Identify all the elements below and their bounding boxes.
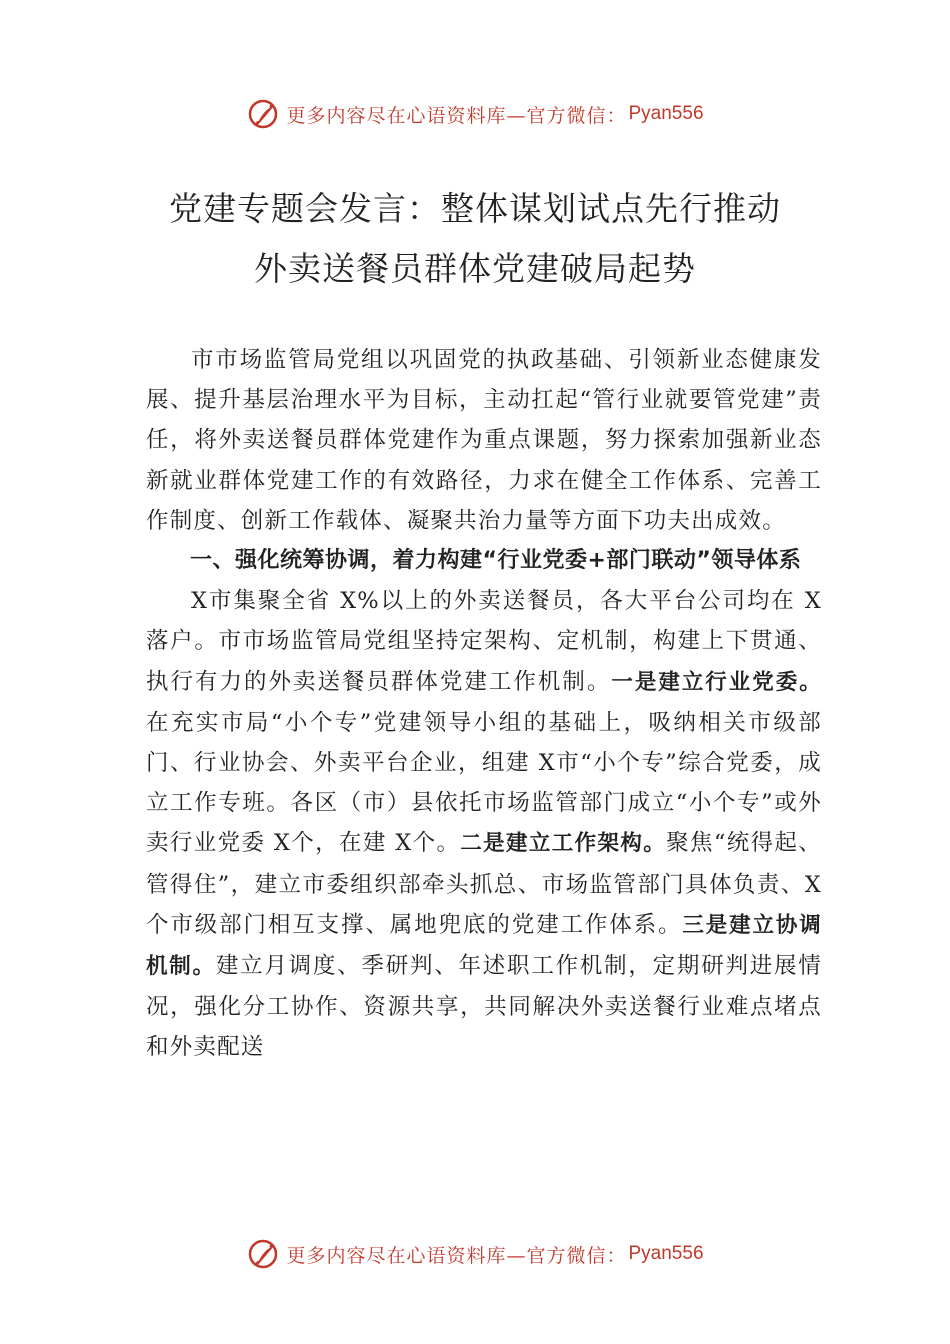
paragraph-text: 聚焦“统得起、管得住”，建立市委组织部牵头抓总、市场监管部门具体负责、X个市级部门相互支撑、属地兜底的党建工作体系。 (146, 830, 822, 938)
wechat-id: Pyan556 (628, 1243, 704, 1264)
bold-point-1: 一是建立行业党委。 (611, 669, 822, 695)
footer-banner (0, 1234, 950, 1274)
header-banner (0, 94, 950, 134)
document-title-line-2: 外卖送餐员群体党建破局起势 (254, 249, 696, 288)
paragraph-text: 在充实市局“小个专”党建领导小组的基础上，吸纳相关市级部门、行业协会、外卖平台企业，组建 X市“小个专”综合党委，成立工作专班。各区（市）县依托市场监管部门成立“小个专”或外卖行业党委 X个，在建 X个。 (146, 709, 822, 857)
section-paragraph (146, 581, 822, 1067)
banner-text: 更多内容尽在心语资料库—官方微信： (286, 104, 627, 127)
wechat-id: Pyan556 (628, 103, 704, 124)
quill-pen-logo-icon (246, 1237, 280, 1271)
document-title-line-1: 党建专题会发言：整体谋划试点先行推动 (169, 189, 781, 228)
section-heading: 一、强化统筹协调，着力构建“行业党委+部门联动”领导体系 (190, 548, 802, 574)
paragraph-text: 建立月调度、季研判、年述职工作机制，定期研判进展情况，强化分工协作、资源共享，共同解决外卖送餐行业难点堵点和外卖配送 (146, 953, 822, 1061)
paragraph-text: X市集聚全省 X%以上的外卖送餐员，各大平台公司均在 X落户。市市场监管局党组坚持定架构、定机制，构建上下贯通、执行有力的外卖送餐员群体党建工作机制。 (146, 588, 822, 695)
bold-point-3: 三是建立协调机制。 (146, 912, 822, 980)
banner-text: 更多内容尽在心语资料库—官方微信： (286, 1244, 627, 1267)
quill-pen-logo-icon (246, 97, 280, 131)
bold-point-2: 二是建立工作架构。 (460, 831, 667, 857)
document-body (146, 340, 822, 1068)
intro-paragraph: 市市场监管局党组以巩固党的执政基础、引领新业态健康发展、提升基层治理水平为目标，主动扛起“管行业就要管党建”责任，将外卖送餐员群体党建作为重点课题，努力探索加强新业态新就业群体党建工作的有效路径，力求在健全工作体系、完善工作制度、创新工作载体、凝聚共治力量等方面下功夫出成效。 (146, 347, 822, 534)
